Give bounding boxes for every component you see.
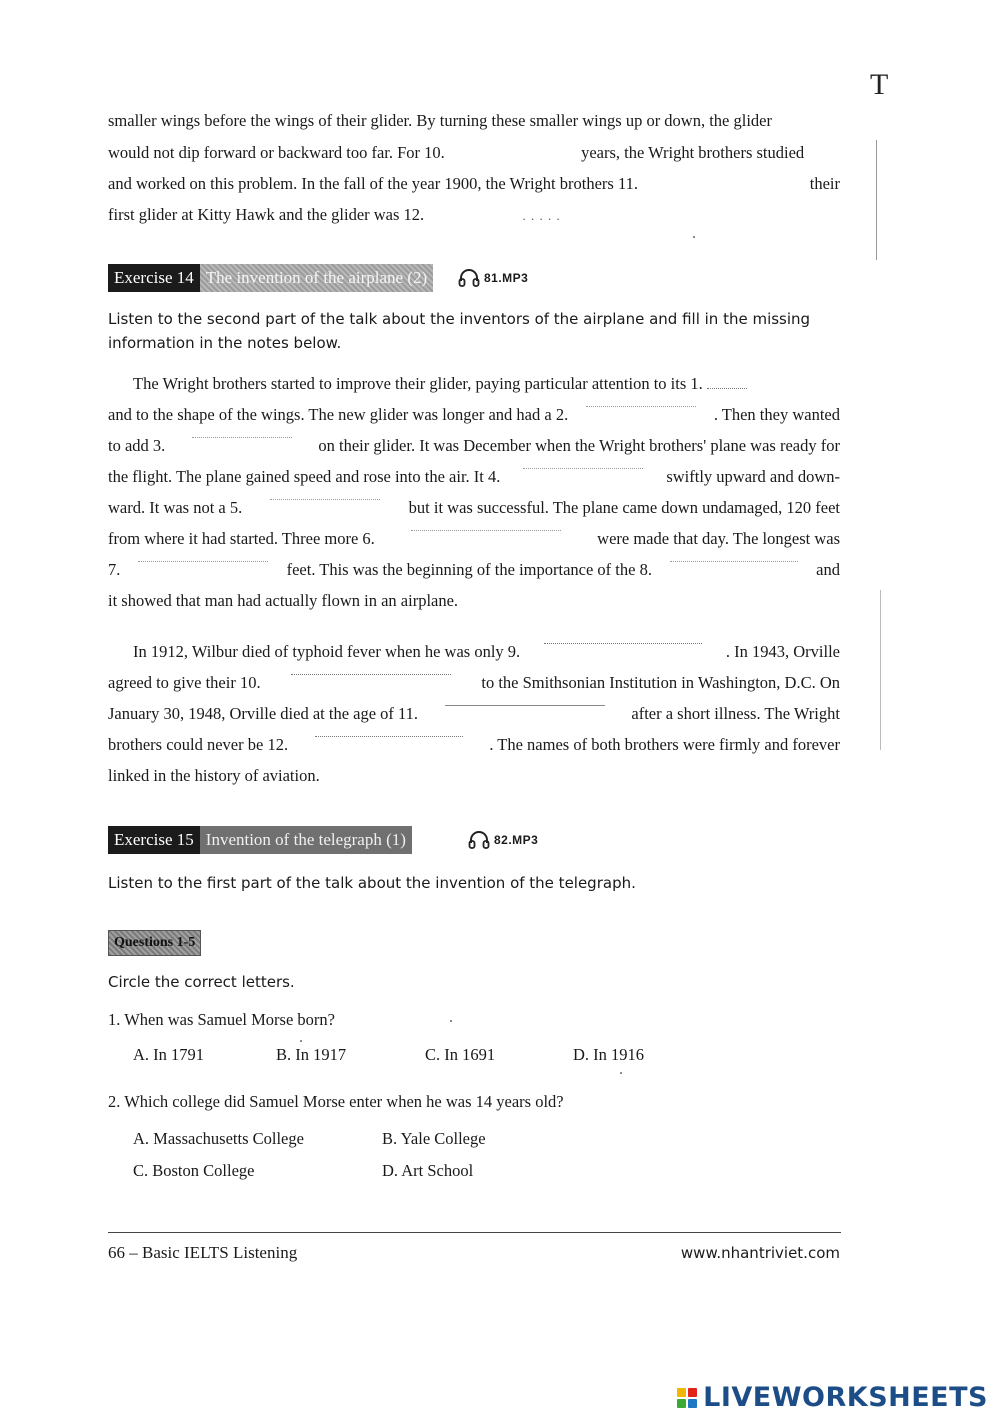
questions-badge: Questions 1-5 xyxy=(108,930,201,956)
headphones-icon xyxy=(458,268,480,288)
prev-line-3: and worked on this problem. In the fall of the year 1900, the Wright brothers 11. their xyxy=(108,174,840,193)
liveworksheets-logo xyxy=(677,1382,988,1413)
q2-option-a[interactable]: A. Massachusetts College xyxy=(133,1129,304,1148)
circle-instruction: Circle the correct letters. xyxy=(108,973,295,991)
ex14-p1-line-2: and to the shape of the wings. The new glider was longer and had a 2. . Then they wanted xyxy=(108,405,840,424)
liveworksheets-grid-icon xyxy=(677,1388,697,1408)
blank-12[interactable] xyxy=(428,219,518,220)
blank-8[interactable] xyxy=(670,560,798,562)
headphones-icon xyxy=(468,830,490,850)
exercise-14-instruction: Listen to the second part of the talk about the inventors of the airplane and fill in the missing information in the notes below. xyxy=(108,310,811,352)
blank-9[interactable] xyxy=(544,642,702,644)
prev-line-4: first glider at Kitty Hawk and the glider was 12. . . . . . xyxy=(108,205,561,224)
blank-6[interactable] xyxy=(411,529,561,531)
exercise-15-number: Exercise 15 xyxy=(108,826,200,854)
ex14-p1-line-1: The Wright brothers started to improve their glider, paying particular attention to its 1. xyxy=(133,374,840,394)
prev-line-1: smaller wings before the wings of their glider. By turning these smaller wings up or down, the glider xyxy=(108,111,772,130)
exercise-15-instruction: Listen to the first part of the talk about the invention of the telegraph. xyxy=(108,874,636,892)
question-2: 2. Which college did Samuel Morse enter when he was 14 years old? xyxy=(108,1092,564,1111)
ex14-p1-line-3: to add 3. on their glider. It was December when the Wright brothers' plane was ready for xyxy=(108,436,840,455)
ex14-p2-line-1: In 1912, Wilbur died of typhoid fever when he was only 9. . In 1943, Orville xyxy=(133,642,840,661)
scan-edge-line xyxy=(876,140,877,260)
footer-rule xyxy=(108,1232,841,1233)
ex14-p2-line-5: linked in the history of aviation. xyxy=(108,766,320,785)
q1-option-c[interactable]: C. In 1691 xyxy=(425,1045,496,1064)
q1-option-a[interactable]: A. In 1791 xyxy=(133,1045,205,1064)
blank-10[interactable] xyxy=(449,157,577,158)
blank-11b[interactable] xyxy=(445,704,605,706)
blank-2[interactable] xyxy=(586,405,696,407)
q1-option-b[interactable]: B. In 1917 xyxy=(276,1045,347,1064)
exercise-15-title: Invention of the telegraph (1) xyxy=(200,826,412,854)
scan-edge-line xyxy=(880,590,881,750)
prev-line-2: would not dip forward or backward too far. For 10. years, the Wright brothers studied xyxy=(108,143,805,162)
ex14-p1-line-8: it showed that man had actually flown in an airplane. xyxy=(108,591,459,610)
mp3-label: 82.MP3 xyxy=(494,833,539,847)
blank-5[interactable] xyxy=(270,498,380,500)
blank-10b[interactable] xyxy=(291,673,451,675)
q2-option-c[interactable]: C. Boston College xyxy=(133,1161,255,1180)
ex14-p2-line-3: January 30, 1948, Orville died at the age of 11. after a short illness. The Wright xyxy=(108,704,840,723)
footer-website: www.nhantriviet.com xyxy=(680,1244,840,1262)
exercise-15-header xyxy=(108,826,412,854)
q2-option-b[interactable]: B. Yale College xyxy=(382,1129,486,1148)
blank-7[interactable] xyxy=(138,560,268,562)
scan-speck xyxy=(450,1020,452,1022)
blank-4[interactable] xyxy=(523,467,643,469)
ex14-p1-line-7: 7. feet. This was the beginning of the importance of the 8. and xyxy=(108,560,840,579)
blank-12b[interactable] xyxy=(315,735,463,737)
blank-1[interactable] xyxy=(707,387,747,389)
blank-3[interactable] xyxy=(192,436,292,438)
scan-speck xyxy=(693,236,695,238)
mp3-label: 81.MP3 xyxy=(484,271,529,285)
exercise-14-header xyxy=(108,264,433,292)
scan-speck xyxy=(620,1072,622,1074)
ex14-p1-line-6: from where it had started. Three more 6. were made that day. The longest was xyxy=(108,529,840,548)
question-1: 1. When was Samuel Morse born? xyxy=(108,1010,335,1029)
ex14-p1-line-4: the flight. The plane gained speed and rose into the air. It 4. swiftly upward and down- xyxy=(108,467,840,486)
exercise-15-audio[interactable] xyxy=(468,830,538,850)
q1-option-d[interactable]: D. In 1916 xyxy=(573,1045,645,1064)
ex14-p2-line-4: brothers could never be 12. . The names of both brothers were firmly and forever xyxy=(108,735,840,754)
footer-page-label: 66 – Basic IELTS Listening xyxy=(108,1243,298,1262)
exercise-14-audio[interactable] xyxy=(458,268,528,288)
margin-mark: T xyxy=(870,68,889,101)
scan-speck xyxy=(300,1040,302,1042)
grid-square xyxy=(677,1399,686,1408)
blank-11[interactable] xyxy=(674,174,774,175)
liveworksheets-text: LIVEWORKSHEETS xyxy=(703,1382,988,1413)
ex14-p2-line-2: agreed to give their 10. to the Smithsonian Institution in Washington, D.C. On xyxy=(108,673,840,692)
grid-square xyxy=(688,1388,697,1397)
grid-square xyxy=(677,1388,686,1397)
exercise-14-number: Exercise 14 xyxy=(108,264,200,292)
ex14-p1-line-5: ward. It was not a 5. but it was successful. The plane came down undamaged, 120 feet xyxy=(108,498,840,517)
exercise-14-title: The invention of the airplane (2) xyxy=(200,264,433,292)
grid-square xyxy=(688,1399,697,1408)
q2-option-d[interactable]: D. Art School xyxy=(382,1161,474,1180)
